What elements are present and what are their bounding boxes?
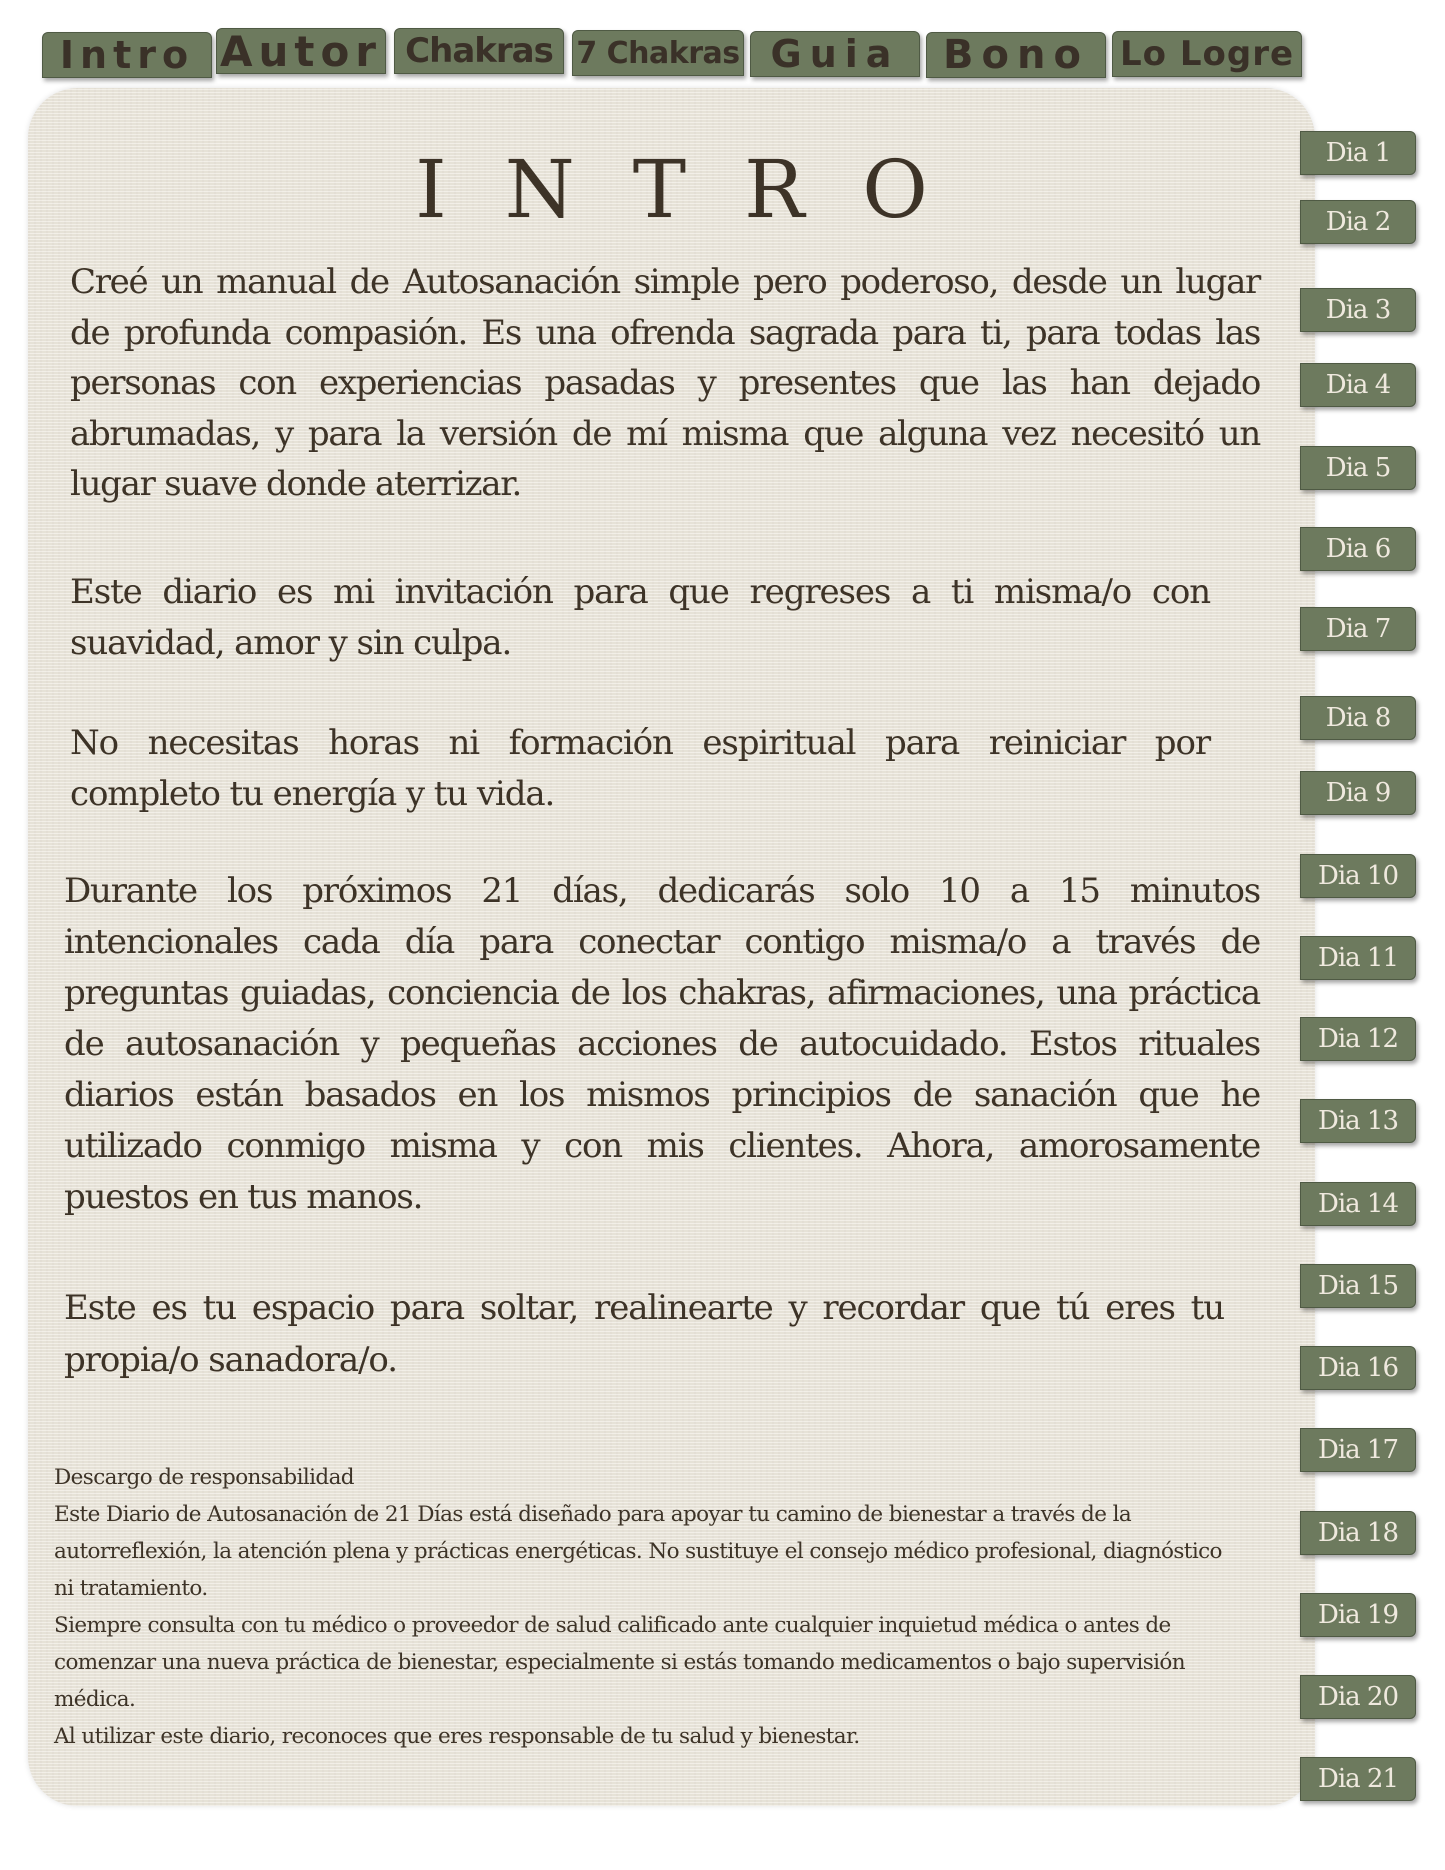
disclaimer-heading: Descargo de responsabilidad: [54, 1465, 354, 1490]
tab-dia-13[interactable]: Dia 13: [1300, 1099, 1416, 1143]
tab-dia-8[interactable]: Dia 8: [1300, 696, 1416, 740]
tab-dia-16[interactable]: Dia 16: [1300, 1346, 1416, 1390]
intro-paragraph-4: Durante los próximos 21 días, dedicarás solo 10 a 15 minutos intencionales cada día para conectar contigo misma/o a través de preguntas guiadas, conciencia de los chakras, afirmaciones, una práctica de autosanación y pequeñas acciones de autocuidado. Estos rituales diarios están basados en los mismos principios de sanación que he utilizado conmigo misma y con mis clientes. Ahora, amorosamente puestos en tus manos.: [64, 871, 1260, 1217]
tab-dia-17[interactable]: Dia 17: [1300, 1428, 1416, 1472]
intro-paragraph-1: Creé un manual de Autosanación simple pero poderoso, desde un lugar de profunda compasión. Es una ofrenda sagrada para ti, para todas las personas con experiencias pasadas y presentes que las han dejado abrumadas, y para la versión de mí misma que alguna vez necesitó un lugar suave donde aterrizar.: [70, 262, 1260, 504]
tab-7-chakras[interactable]: 7 Chakras: [572, 30, 744, 76]
tab-autor[interactable]: Autor: [216, 28, 386, 74]
tab-bono[interactable]: Bono: [926, 32, 1106, 78]
tab-dia-18[interactable]: Dia 18: [1300, 1511, 1416, 1555]
tab-dia-7[interactable]: Dia 7: [1300, 607, 1416, 651]
intro-paragraph-2: Este diario es mi invitación para que regreses a ti misma/o con suavidad, amor y sin culpa.: [70, 572, 1210, 663]
tab-intro[interactable]: Intro: [42, 32, 212, 78]
tab-dia-1[interactable]: Dia 1: [1300, 131, 1416, 175]
tab-dia-12[interactable]: Dia 12: [1300, 1017, 1416, 1061]
tab-lo-logre[interactable]: Lo Logre: [1112, 31, 1302, 77]
tab-dia-2[interactable]: Dia 2: [1300, 200, 1416, 244]
tab-dia-9[interactable]: Dia 9: [1300, 771, 1416, 815]
tab-dia-21[interactable]: Dia 21: [1300, 1757, 1416, 1801]
disclaimer-line-2: Siempre consulta con tu médico o proveedor de salud calificado ante cualquier inquietud médica o antes de comenzar una nueva práctica de bienestar, especialmente si estás tomando medicamentos o bajo supervisión médica.: [54, 1613, 1186, 1712]
disclaimer-line-3: Al utilizar este diario, reconoces que eres responsable de tu salud y bienestar.: [54, 1724, 860, 1749]
tab-dia-5[interactable]: Dia 5: [1300, 446, 1416, 490]
tab-dia-11[interactable]: Dia 11: [1300, 936, 1416, 980]
tab-dia-3[interactable]: Dia 3: [1300, 288, 1416, 332]
intro-paragraph-3: No necesitas horas ni formación espiritual para reiniciar por completo tu energía y tu vida.: [70, 723, 1210, 814]
page-title: INTRO: [415, 143, 986, 236]
tab-dia-6[interactable]: Dia 6: [1300, 527, 1416, 571]
tab-guia[interactable]: Guia: [750, 31, 920, 77]
tab-dia-15[interactable]: Dia 15: [1300, 1264, 1416, 1308]
tab-dia-20[interactable]: Dia 20: [1300, 1675, 1416, 1719]
top-tab-bar: [0, 0, 1445, 90]
tab-dia-4[interactable]: Dia 4: [1300, 363, 1416, 407]
intro-paragraph-5: Este es tu espacio para soltar, realinearte y recordar que tú eres tu propia/o sanadora/o.: [64, 1288, 1224, 1380]
disclaimer: [54, 1459, 1244, 1755]
tab-dia-10[interactable]: Dia 10: [1300, 854, 1416, 898]
tab-dia-14[interactable]: Dia 14: [1300, 1182, 1416, 1226]
tab-chakras[interactable]: Chakras: [394, 28, 564, 74]
disclaimer-line-1: Este Diario de Autosanación de 21 Días está diseñado para apoyar tu camino de bienestar a través de la autorreflexión, la atención plena y prácticas energéticas. No sustituye el consejo médico profesional, diagnóstico ni tratamiento.: [54, 1502, 1222, 1601]
tab-dia-19[interactable]: Dia 19: [1300, 1593, 1416, 1637]
